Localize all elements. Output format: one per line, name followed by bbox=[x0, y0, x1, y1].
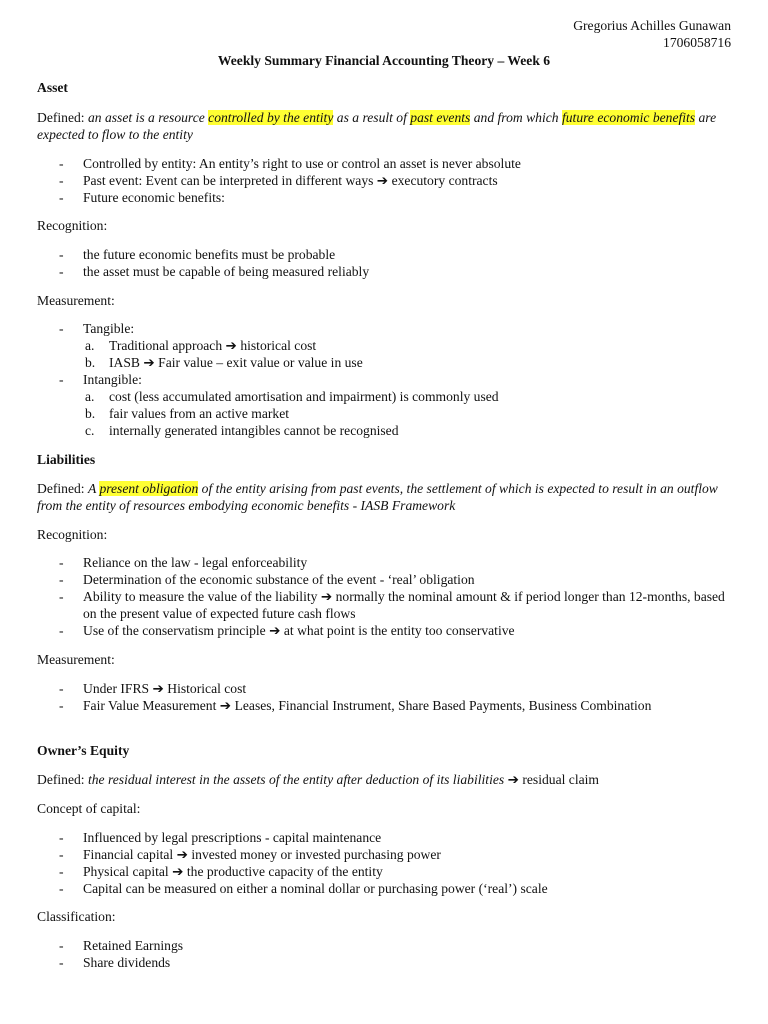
liabilities-recognition-label: Recognition: bbox=[37, 527, 108, 542]
sublist-text: IASB ➔ Fair value – exit value or value in use bbox=[109, 355, 363, 370]
sublist-item bbox=[83, 388, 731, 405]
asset-def-part-3: and from which bbox=[470, 110, 562, 125]
liabilities-def-part-2: of the entity arising from past events, the settlement of which is expected to result in an outflow from the entity of resources embodying economic benefits - IASB Framework bbox=[37, 481, 718, 513]
asset-def-part-2: as a result of bbox=[333, 110, 411, 125]
list-item: - Reliance on the law - legal enforceability bbox=[37, 554, 731, 571]
equity-def-tail: ➔ residual claim bbox=[504, 772, 599, 787]
intangible-sublist bbox=[83, 388, 731, 439]
asset-def-part-4: are expected to flow to the entity bbox=[37, 110, 717, 142]
list-item: - Determination of the economic substance of the event - ‘real’ obligation bbox=[37, 571, 731, 588]
liabilities-measurement-list bbox=[37, 680, 731, 714]
asset-def-highlight-future-benefits: future economic benefits bbox=[561, 110, 696, 125]
liabilities-measurement-label: Measurement: bbox=[37, 652, 115, 667]
sublist-marker: b. bbox=[85, 355, 96, 370]
list-item: - Physical capital ➔ the productive capacity of the entity bbox=[37, 863, 731, 880]
list-item: - Financial capital ➔ invested money or invested purchasing power bbox=[37, 846, 731, 863]
sublist-text: cost (less accumulated amortisation and impairment) is commonly used bbox=[109, 389, 499, 404]
sublist-text: Traditional approach ➔ historical cost bbox=[109, 338, 317, 353]
asset-def-highlight-controlled: controlled by the entity bbox=[208, 110, 334, 125]
liabilities-recognition-list bbox=[37, 554, 731, 639]
capital-concept-label: Concept of capital: bbox=[37, 801, 141, 816]
classification-list bbox=[37, 937, 731, 971]
list-item: - Controlled by entity: An entity’s right to use or control an asset is never absolute bbox=[37, 155, 731, 172]
sublist-item bbox=[83, 354, 731, 371]
liabilities-def-part-1: A bbox=[87, 481, 100, 496]
capital-concept-list bbox=[37, 829, 731, 897]
list-item: - Future economic benefits: bbox=[37, 189, 731, 206]
asset-measurement-label: Measurement: bbox=[37, 293, 115, 308]
asset-def-label: Defined: bbox=[37, 110, 88, 125]
asset-recognition-list bbox=[37, 246, 731, 280]
sublist-item bbox=[83, 422, 731, 439]
list-item bbox=[37, 320, 731, 371]
asset-definition bbox=[37, 109, 731, 143]
list-item: - Share dividends bbox=[37, 954, 731, 971]
sublist-item bbox=[83, 405, 731, 422]
liabilities-heading: Liabilities bbox=[37, 452, 96, 467]
liabilities-definition bbox=[37, 480, 731, 514]
list-item: - Capital can be measured on either a nominal dollar or purchasing power (‘real’) scale bbox=[37, 880, 731, 897]
document-title: Weekly Summary Financial Accounting Theory – Week 6 bbox=[217, 53, 551, 68]
liabilities-def-label: Defined: bbox=[37, 481, 88, 496]
list-item: - Past event: Event can be interpreted in different ways ➔ executory contracts bbox=[37, 172, 731, 189]
equity-heading: Owner’s Equity bbox=[37, 743, 130, 758]
equity-def-label: Defined: bbox=[37, 772, 88, 787]
list-item: - Use of the conservatism principle ➔ at what point is the entity too conservative bbox=[37, 622, 731, 639]
equity-definition bbox=[37, 771, 731, 788]
asset-def-highlight-past-events: past events bbox=[410, 110, 471, 125]
author-block bbox=[573, 17, 731, 51]
list-item: - Influenced by legal prescriptions - capital maintenance bbox=[37, 829, 731, 846]
sublist-text: internally generated intangibles cannot be recognised bbox=[109, 423, 399, 438]
tangible-sublist bbox=[83, 337, 731, 371]
liabilities-def-highlight: present obligation bbox=[99, 481, 199, 496]
asset-measurement-list bbox=[37, 320, 731, 439]
list-item: - the future economic benefits must be probable bbox=[37, 246, 731, 263]
asset-points-list bbox=[37, 155, 731, 206]
asset-recognition-label: Recognition: bbox=[37, 218, 108, 233]
list-item: - Under IFRS ➔ Historical cost bbox=[37, 680, 731, 697]
list-item: - the asset must be capable of being measured reliably bbox=[37, 263, 731, 280]
sublist-marker: a. bbox=[85, 389, 95, 404]
asset-heading: Asset bbox=[37, 80, 68, 95]
asset-def-part-1: an asset is a resource bbox=[87, 110, 209, 125]
student-id: 1706058716 bbox=[663, 35, 731, 50]
list-item bbox=[37, 371, 731, 439]
intangible-label: Intangible: bbox=[83, 372, 142, 387]
list-item: - Ability to measure the value of the liability ➔ normally the nominal amount & if period longer than 12-months, based on the present value of expected future cash flows bbox=[37, 588, 731, 622]
list-item: - Retained Earnings bbox=[37, 937, 731, 954]
tangible-label: Tangible: bbox=[83, 321, 135, 336]
sublist-marker: b. bbox=[85, 406, 96, 421]
list-item: - Fair Value Measurement ➔ Leases, Financial Instrument, Share Based Payments, Business Combination bbox=[37, 697, 731, 714]
sublist-marker: c. bbox=[85, 423, 95, 438]
sublist-text: fair values from an active market bbox=[109, 406, 290, 421]
author-name: Gregorius Achilles Gunawan bbox=[573, 18, 731, 33]
equity-def-italic: the residual interest in the assets of the entity after deduction of its liabilities bbox=[87, 772, 505, 787]
sublist-marker: a. bbox=[85, 338, 95, 353]
classification-label: Classification: bbox=[37, 909, 116, 924]
sublist-item bbox=[83, 337, 731, 354]
